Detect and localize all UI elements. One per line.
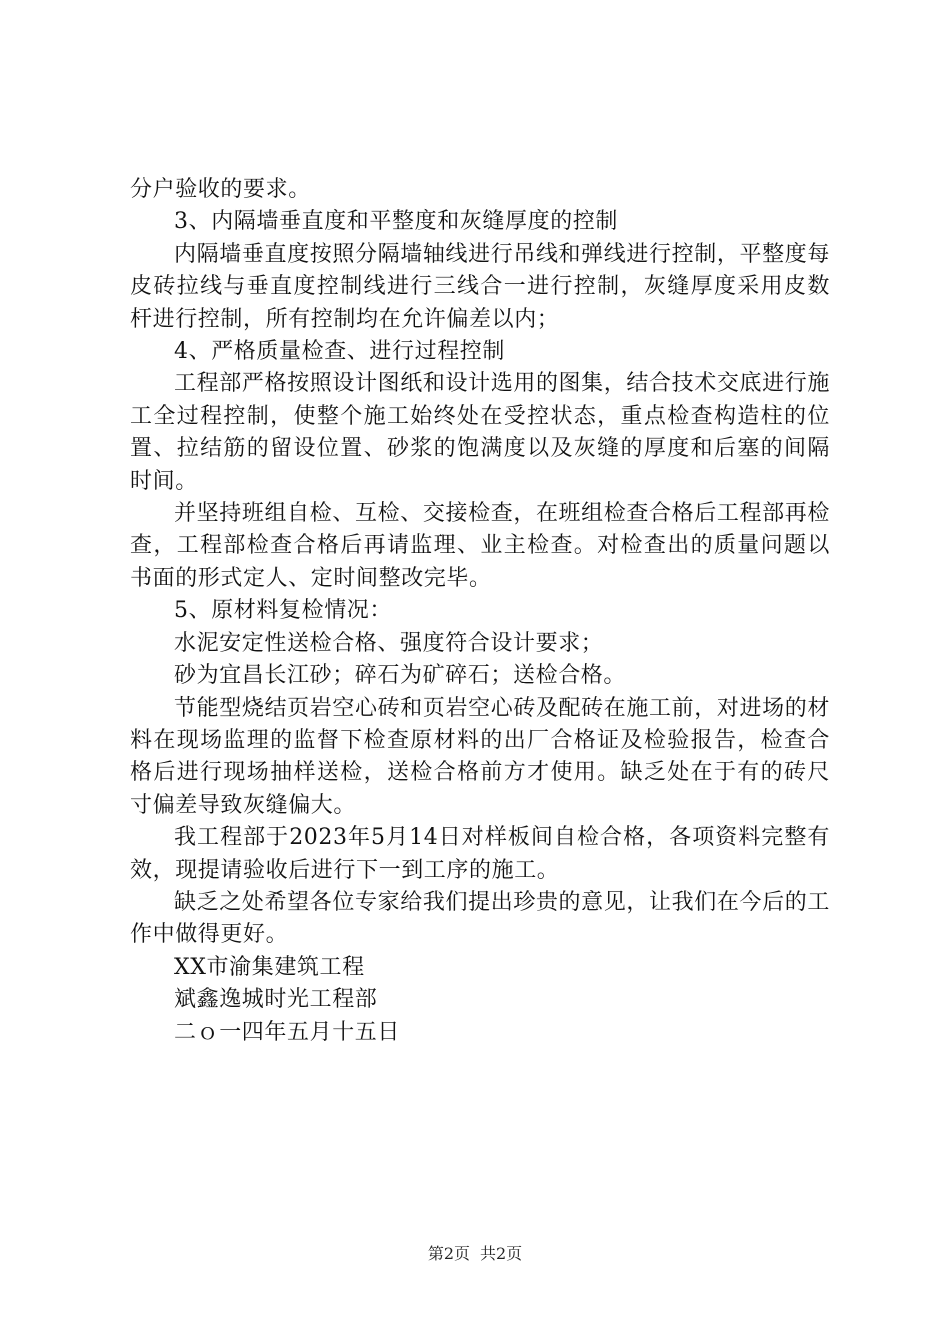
paragraph-10: 节能型烧结页岩空心砖和页岩空心砖及配砖在施工前，对进场的材料在现场监理的监督下检查原材料的出厂合格证及检验报告，检查合格后进行现场抽样送检，送检合格前方才使用。缺乏处在于有的砖尺寸偏差导致灰缝偏大。: [130, 695, 830, 818]
page-total: 共2页: [480, 1244, 523, 1263]
paragraph-6: 并坚持班组自检、互检、交接检查，在班组检查合格后工程部再检查，工程部检查合格后再请监理、业主检查。对检查出的质量问题以书面的形式定人、定时间整改完毕。: [130, 501, 830, 591]
signature-company: XX市渝集建筑工程: [174, 954, 365, 980]
page-number: 第2页: [427, 1244, 470, 1263]
paragraph-12: 缺乏之处希望各位专家给我们提出珍贵的意见，让我们在今后的工作中做得更好。: [130, 889, 830, 948]
signature-date: 二ｏ一四年五月十五日: [174, 1019, 401, 1045]
paragraph-9: 砂为宜昌长江砂；碎石为矿碎石；送检合格。: [174, 663, 627, 689]
paragraph-11: 我工程部于2023年5月14日对样板间自检合格，各项资料完整有效，现提请验收后进行下一到工序的施工。: [130, 825, 830, 883]
paragraph-5: 工程部严格按照设计图纸和设计选用的图集，结合技术交底进行施工全过程控制，使整个施工始终处在受控状态，重点检查构造柱的位置、拉结筋的留设位置、砂浆的饱满度以及灰缝的厚度和后塞的间隔时间。: [130, 371, 830, 494]
paragraph-3: 内隔墙垂直度按照分隔墙轴线进行吊线和弹线进行控制，平整度每皮砖拉线与垂直度控制线进行三线合一进行控制，灰缝厚度采用皮数杆进行控制，所有控制均在允许偏差以内；: [130, 241, 830, 332]
document-body: [130, 174, 830, 1049]
page-footer: [0, 1244, 950, 1264]
section-heading-3: 3、内隔墙垂直度和平整度和灰缝厚度的控制: [174, 209, 618, 235]
section-heading-5: 5、原材料复检情况：: [174, 598, 392, 624]
paragraph-1: 分户验收的要求。: [130, 177, 311, 202]
signature-department: 斌鑫逸城时光工程部: [174, 987, 378, 1013]
paragraph-8: 水泥安定性送检合格、强度符合设计要求；: [174, 630, 604, 656]
section-heading-4: 4、严格质量检查、进行过程控制: [174, 339, 505, 365]
